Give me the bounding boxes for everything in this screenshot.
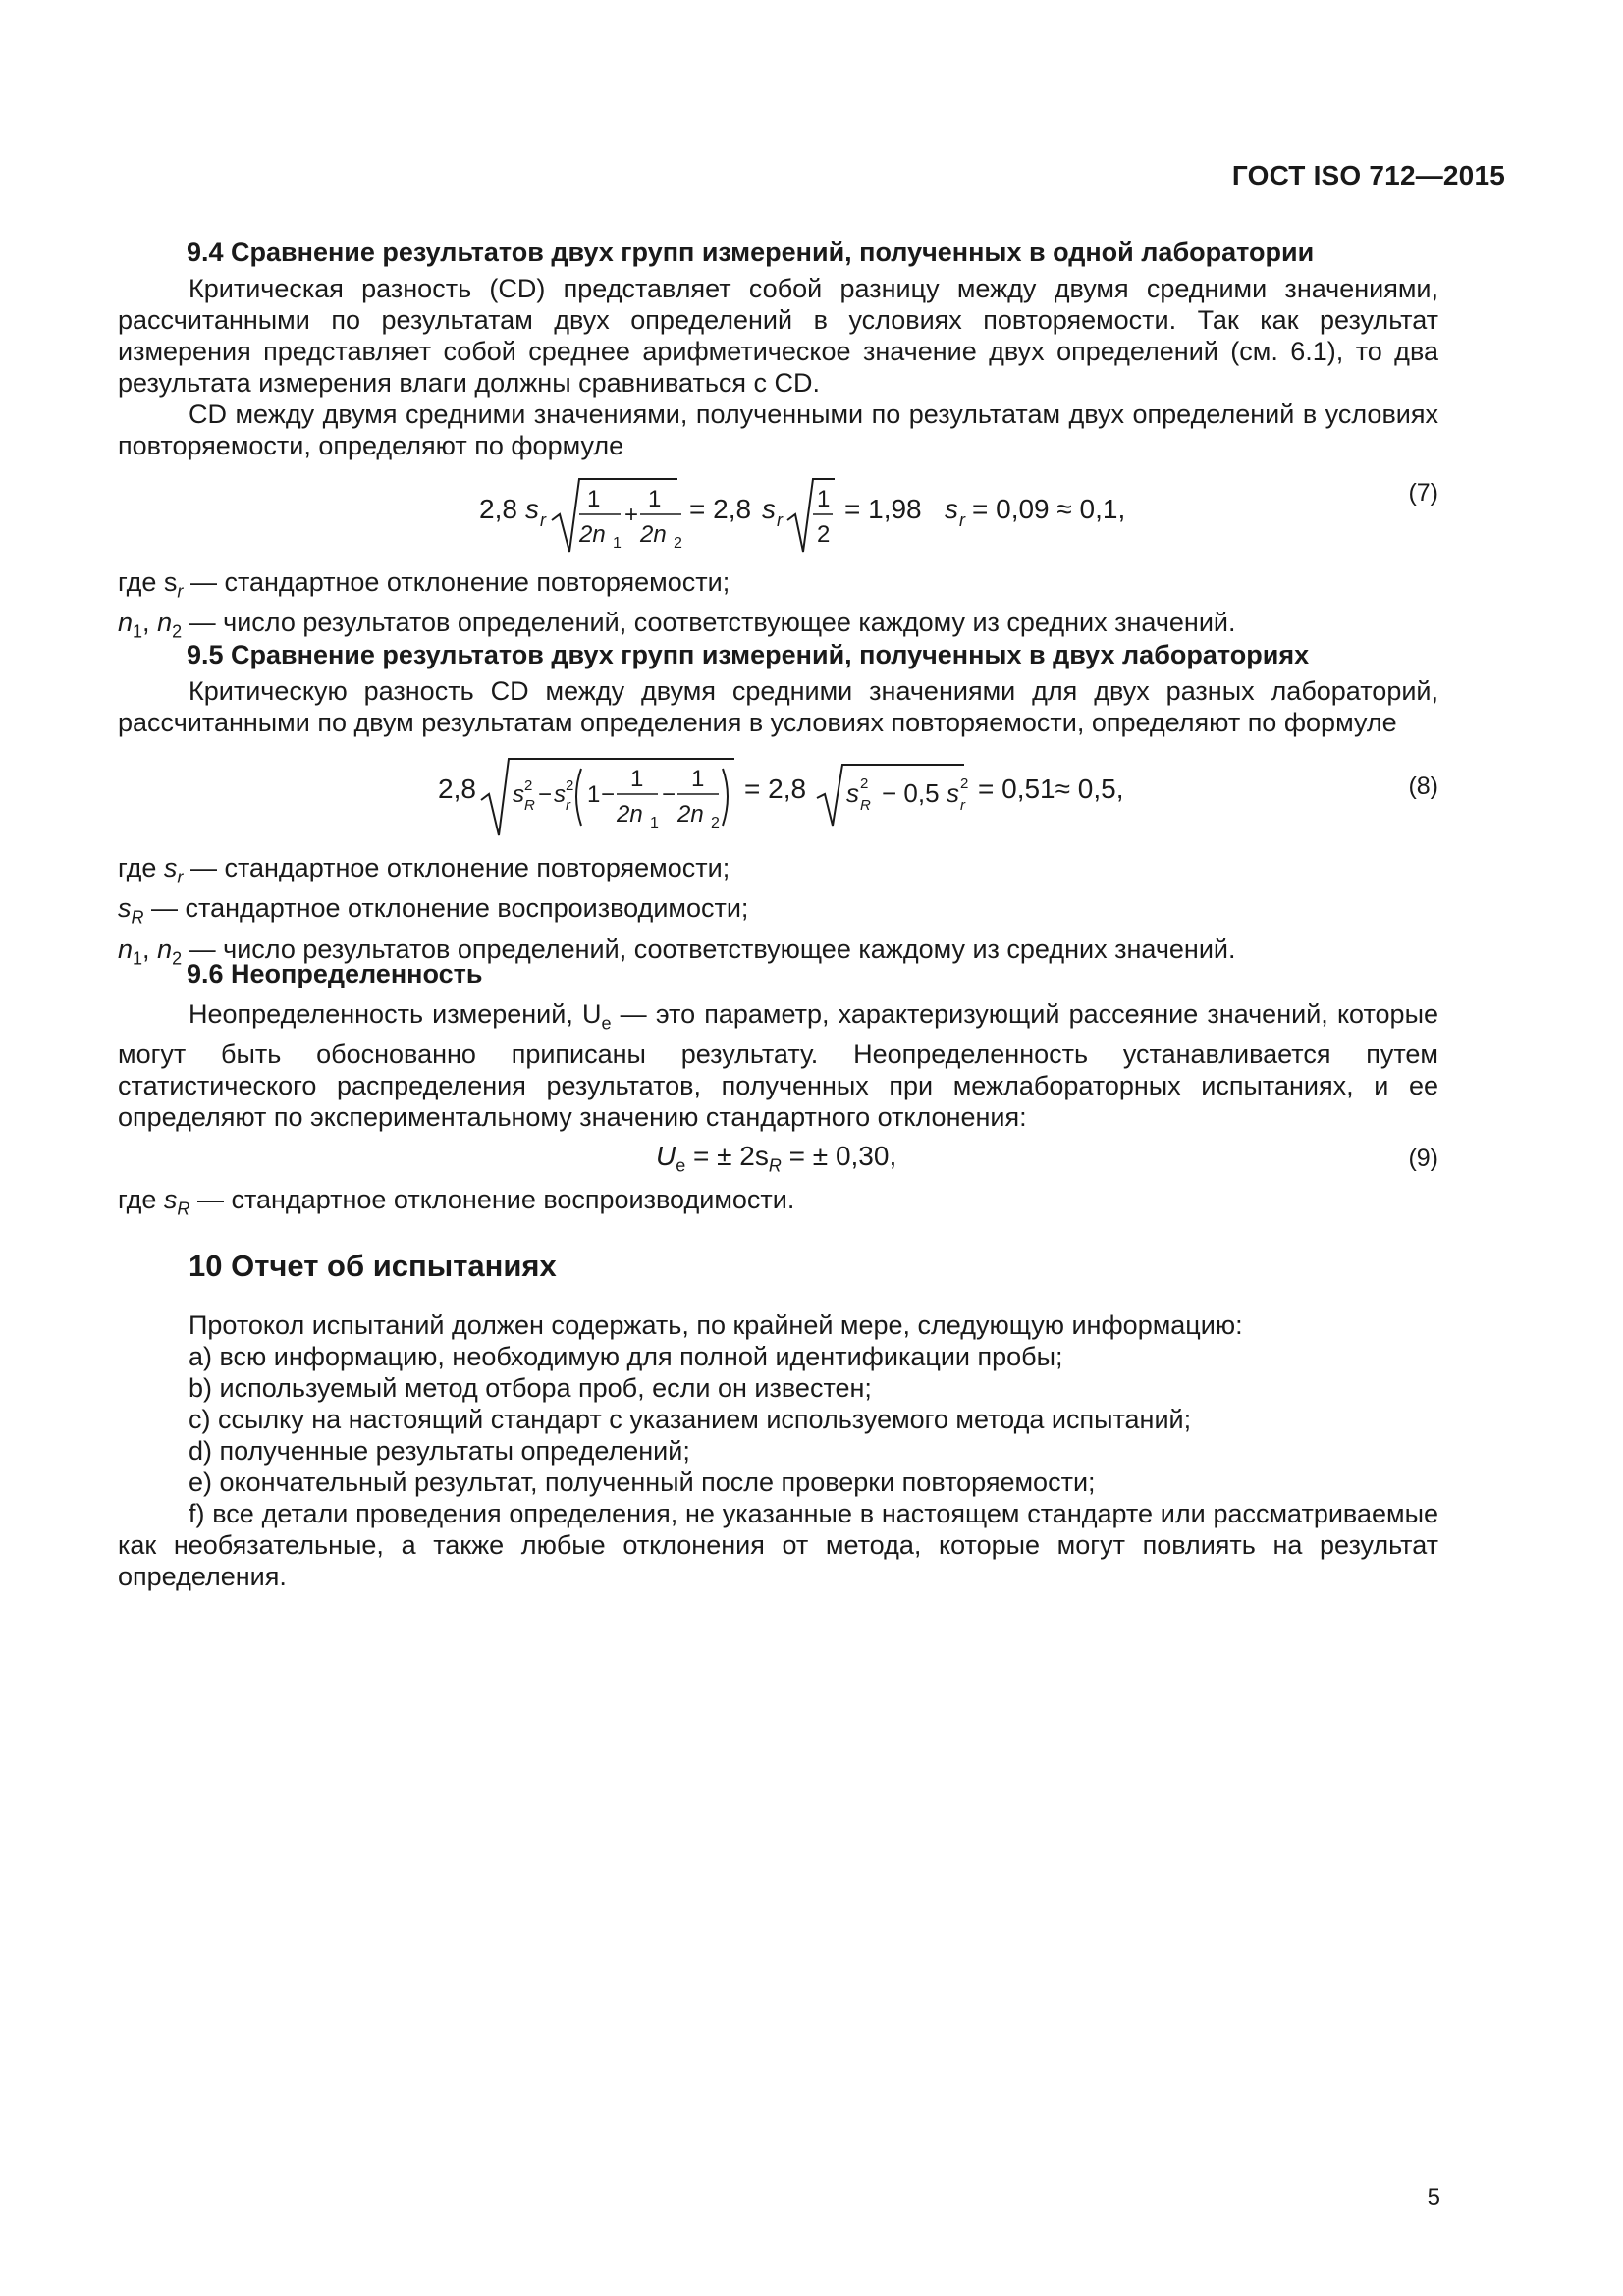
section-9-6-legend xyxy=(118,1184,1438,1224)
formula-8-one: 1 xyxy=(587,781,601,808)
section-10-intro: Протокол испытаний должен содержать, по крайней мере, следующую информацию: xyxy=(189,1310,1243,1340)
formula-7-frac1-num: 1 xyxy=(587,486,601,512)
section-9-6-paragraph-1 xyxy=(118,998,1438,1133)
section-9-6-Ue-sub: e xyxy=(601,1013,612,1034)
legend-9-6-sR-sub: R xyxy=(177,1199,190,1219)
formula-7-r-sub: r xyxy=(540,510,546,530)
legend-sr-sub: r xyxy=(177,581,184,602)
section-10-item-a: a) всю информацию, необходимую для полной идентификации пробы; xyxy=(189,1342,1063,1371)
formula-9-U: U xyxy=(656,1141,676,1171)
formula-9-R-sub: R xyxy=(768,1155,782,1176)
formula-8-paren-right xyxy=(723,769,728,826)
formula-9-number: (9) xyxy=(1408,1145,1438,1172)
section-9-5 xyxy=(118,638,1438,738)
legend-9-5-n1-sub: 1 xyxy=(133,948,143,969)
formula-8-number: (8) xyxy=(1408,773,1438,800)
formula-8-minus1: − xyxy=(538,781,553,808)
formula-8-sR-sub: R xyxy=(524,797,535,814)
formula-9-rest: = ± 2s xyxy=(693,1141,769,1171)
section-9-6-p1-start: Неопределенность измерений, U xyxy=(189,999,602,1029)
formula-8 xyxy=(118,751,1438,829)
legend-n-symbol: n xyxy=(118,608,134,638)
legend-n-text: — число результатов определений, соответствующее каждому из средних значений. xyxy=(189,608,1236,638)
formula-7-r3-sub: r xyxy=(959,510,965,530)
formula-8-f2-sub: 2 xyxy=(711,815,720,831)
formula-8-coef2: − 0,5 xyxy=(882,778,940,808)
formula-7-frac2-num: 1 xyxy=(648,486,662,512)
section-9-4 xyxy=(118,236,1438,461)
section-9-5-heading: 9.5 Сравнение результатов двух групп измерений, полученных в двух лабораториях xyxy=(187,640,1310,669)
legend-9-5-n-text: — число результатов определений, соответствующее каждому из средних значений. xyxy=(189,934,1236,964)
formula-8-sr-sub: r xyxy=(566,797,570,814)
section-10-item-f: f) все детали проведения определения, не указанные в настоящем стандарте или рассматриваемые как необязательные, а также любые отклонения от метода, которые могут повлиять на результат определения. xyxy=(118,1499,1438,1591)
section-10-item-d: d) полученные результаты определений; xyxy=(189,1436,690,1466)
formula-9 xyxy=(118,1137,1438,1180)
formula-7-mid: = 2,8 xyxy=(689,494,752,524)
formula-7-r2-sub: r xyxy=(777,510,783,530)
formula-7-svg xyxy=(118,471,1438,560)
formula-7-number: (7) xyxy=(1408,479,1438,507)
section-9-4-heading: 9.4 Сравнение результатов двух групп измерений, полученных в одной лаборатории xyxy=(187,238,1315,267)
formula-8-sR: s xyxy=(513,781,524,808)
legend-9-5-sR-text: — стандартное отклонение воспроизводимости; xyxy=(151,893,749,924)
formula-7-s3-symbol: s xyxy=(945,494,958,524)
formula-8-f1-num: 1 xyxy=(630,766,644,792)
formula-8-sR2: s xyxy=(846,778,859,808)
section-9-4-paragraph-1: Критическая разность (CD) представляет собой разницу между двумя средними значениями, рассчитанными по результатам двух определений в условиях повторяемости. Так как результат измерения представляет собой среднее арифметическое значение двух определений (см. 6.1), то два результата измерения влаги должны сравниваться с CD. xyxy=(118,274,1438,398)
legend-n: $n_1$, $n_2$ — число результатов определений, соответствующее каждому из средних значений. xyxy=(118,608,1236,642)
formula-7-half-num: 1 xyxy=(817,486,831,512)
section-9-5-paragraph-1: Критическую разность CD между двумя средними значениями для двух разных лабораторий, рассчитанными по двум результатам определения в условиях повторяемости, определяют по формуле xyxy=(118,676,1438,737)
formula-7-frac1-sub: 1 xyxy=(613,535,622,552)
section-10 xyxy=(118,1249,1438,1592)
legend-sr xyxy=(118,566,1438,607)
formula-7-half-den: 2 xyxy=(817,521,831,548)
formula-8-tail: = 0,51≈ 0,5, xyxy=(978,774,1124,804)
legend-9-5-sR-symbol: s xyxy=(118,893,132,924)
legend-9-5-n2-sub: 2 xyxy=(172,948,183,969)
formula-7-tail2: = 0,09 ≈ 0,1, xyxy=(972,494,1126,524)
legend-9-5-sR xyxy=(118,892,1438,933)
formula-7-frac1-den: 2n xyxy=(579,521,606,548)
legend-sr-text: — стандартное отклонение повторяемости; xyxy=(189,567,730,597)
formula-7-frac2-sub: 2 xyxy=(674,535,682,552)
legend-9-5-n2-symbol: n xyxy=(157,934,173,964)
section-9-4-legend xyxy=(118,566,1438,648)
formula-7-tail: = 1,98 xyxy=(844,494,922,524)
section-10-item-c: c) ссылку на настоящий стандарт с указанием используемого метода испытаний; xyxy=(189,1405,1192,1434)
formula-8-sR2-sub: R xyxy=(860,797,871,814)
formula-8-sr2: s xyxy=(947,778,959,808)
formula-8-mid: = 2,8 xyxy=(744,774,807,804)
legend-9-6-sR: где $s_R$ — стандартное отклонение воспроизводимости. xyxy=(118,1185,795,1219)
formula-8-minus3: − xyxy=(662,781,676,808)
formula-7-s2-symbol: s xyxy=(762,494,776,524)
formula-8-paren-left xyxy=(576,769,581,826)
formula-8-f1-sub: 1 xyxy=(650,815,659,831)
formula-8-sR2-sup: 2 xyxy=(860,775,869,792)
formula-8-minus2: − xyxy=(601,781,616,808)
legend-9-5-sr: где $s_r$ — стандартное отклонение повторяемости; xyxy=(118,853,730,887)
legend-9-5-n: $n_1$, $n_2$ — число результатов определений, соответствующее каждому из средних значений. xyxy=(118,934,1236,969)
section-9-6-heading: 9.6 Неопределенность xyxy=(187,959,483,988)
section-10-item-e: e) окончательный результат, полученный после проверки повторяемости; xyxy=(189,1468,1096,1497)
formula-8-sr: s xyxy=(554,781,566,808)
document-code-header: ГОСТ ISO 712—2015 xyxy=(1231,160,1505,190)
section-9-6 xyxy=(118,957,1438,1133)
legend-9-5-sr-text: — стандартное отклонение повторяемости; xyxy=(189,853,730,882)
legend-n2-sub: 2 xyxy=(172,621,183,642)
formula-9-expression xyxy=(656,1141,896,1177)
formula-8-coef: 2,8 xyxy=(438,774,476,804)
formula-8-f2-den: 2n xyxy=(677,801,704,828)
section-9-4-paragraph-2: CD между двумя средними значениями, полученными по результатам двух определений в условиях повторяемости, определяют по формуле xyxy=(118,400,1438,460)
formula-7-frac2-den: 2n xyxy=(640,521,667,548)
legend-9-6-sR-symbol: s xyxy=(163,1185,178,1214)
formula-8-sR-sup: 2 xyxy=(524,777,533,794)
legend-sr-prefix: где s xyxy=(118,567,178,597)
legend-9-6-sR-text: — стандартное отклонение воспроизводимости. xyxy=(196,1185,795,1214)
legend-9-5-sR-sub: R xyxy=(131,907,144,928)
formula-8-f1-den: 2n xyxy=(617,801,643,828)
formula-7-plus: + xyxy=(624,502,639,528)
formula-7-s-symbol: s xyxy=(525,494,539,524)
section-9-5-legend xyxy=(118,852,1438,974)
legend-9-5-sr-symbol: s xyxy=(163,853,178,882)
formula-8-sr2-sub: r xyxy=(960,797,965,814)
formula-8-svg xyxy=(118,751,1438,839)
legend-n2-symbol: n xyxy=(157,608,173,638)
formula-7-coef: 2,8 xyxy=(479,494,517,524)
formula-8-f2-num: 1 xyxy=(691,766,705,792)
legend-9-5-n1-symbol: n xyxy=(118,934,134,964)
formula-8-sr-sup: 2 xyxy=(566,777,574,794)
formula-8-sr2-sup: 2 xyxy=(960,775,969,792)
legend-9-5-sr-sub: r xyxy=(177,867,184,887)
formula-7 xyxy=(118,471,1438,550)
page-number: 5 xyxy=(1427,2184,1440,2211)
section-9-6-p1-rest: — это параметр, характеризующий рассеяние значений, которые могут быть обоснованно приписаны результату. Неопределенность устанавливается путем статистического распределения результатов, полученных при межлабораторных испытаниях, и ее определяют по экспериментальному значению стандартного отклонения: xyxy=(118,999,1438,1133)
legend-n1-sub: 1 xyxy=(133,621,143,642)
formula-9-U-sub: e xyxy=(676,1155,686,1176)
formula-9-tail: = ± 0,30, xyxy=(788,1141,897,1171)
section-10-heading: 10 Отчет об испытаниях xyxy=(189,1249,557,1283)
section-10-item-b: b) используемый метод отбора проб, если он известен; xyxy=(189,1373,872,1403)
